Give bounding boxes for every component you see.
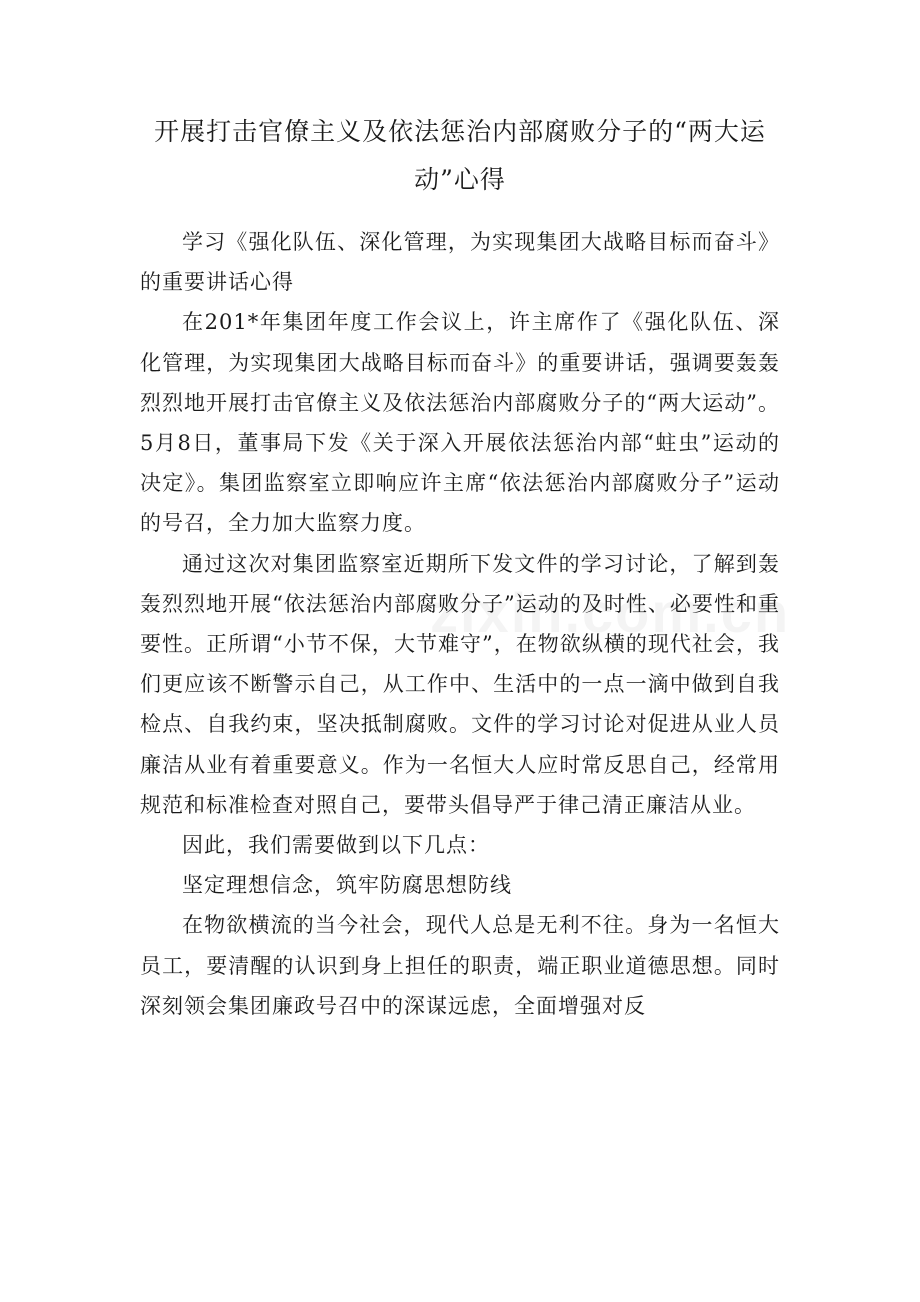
- section-heading: 坚定理想信念，筑牢防腐思想防线: [182, 873, 512, 898]
- paragraph: 在201*年集团年度工作会议上，许主席作了《强化队伍、深化管理，为实现集团大战略目标而奋斗》的重要讲话，强调要轰轰烈烈地开展打击官僚主义及依法惩治内部腐败分子的“两大运动”。5月8日，董事局下发《关于深入开展依法惩治内部“蛀虫”运动的决定》。集团监察室立即响应许主席“依法惩治内部腐败分子”运动的号召，全力加大监察力度。: [140, 310, 780, 536]
- paragraph: 通过这次对集团监察室近期所下发文件的学习讨论，了解到轰轰烈烈地开展“依法惩治内部腐败分子”运动的及时性、必要性和重要性。正所谓“小节不保，大节难守”，在物欲纵横的现代社会，我们更应该不断警示自己，从工作中、生活中的一点一滴中做到自我检点、自我约束，坚决抵制腐败。文件的学习讨论对促进从业人员廉洁从业有着重要意义。作为一名恒大人应时常反思自己，经常用规范和标准检查对照自己，要带头倡导严于律己清正廉洁从业。: [140, 551, 780, 817]
- paragraph-subtitle: 学习《强化队伍、深化管理，为实现集团大战略目标而奋斗》的重要讲话心得: [140, 230, 780, 295]
- document-body: [140, 222, 780, 1026]
- paragraph: 因此，我们需要做到以下几点：: [182, 833, 490, 858]
- paragraph: 在物欲横流的当今社会，现代人总是无利不往。身为一名恒大员工，要清醒的认识到身上担任的职责，端正职业道德思想。同时深刻领会集团廉政号召中的深谋远虑，全面增强对反: [140, 913, 780, 1018]
- document-title: 开展打击官僚主义及依法惩治内部腐败分子的“两大运动”心得: [154, 117, 766, 194]
